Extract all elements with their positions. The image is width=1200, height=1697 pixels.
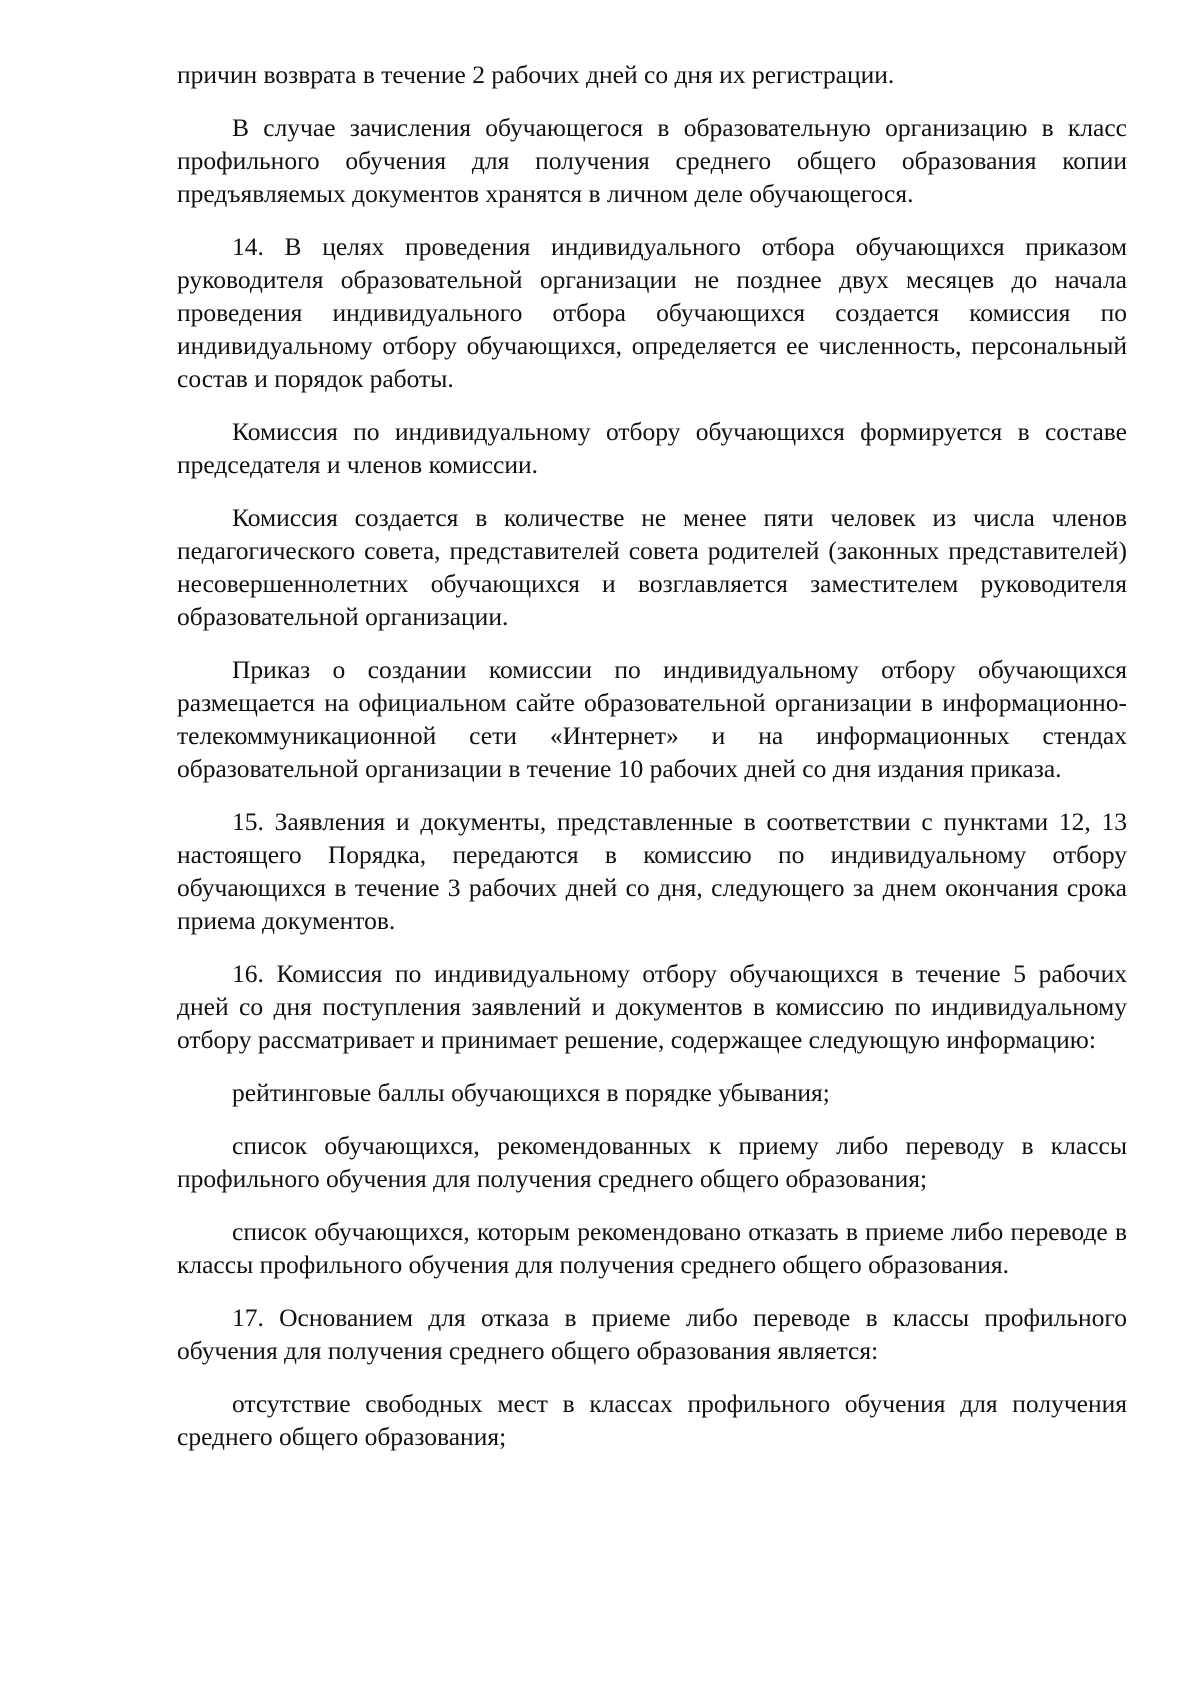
list-item-recommended: список обучающихся, рекомендованных к приему либо переводу в классы профильного обучения для получения среднего общего образования; [177, 1131, 1127, 1193]
list-item-rating-scores: рейтинговые баллы обучающихся в порядке убывания; [232, 1078, 830, 1107]
paragraph-enrollment-copies: В случае зачисления обучающегося в образовательную организацию в класс профильного обучения для получения среднего общего образования копии предъявляемых документов хранятся в личном деле обучающегося. [177, 113, 1127, 208]
list-item-rejected: список обучающихся, которым рекомендовано отказать в приеме либо переводе в классы профильного обучения для получения среднего общего образования. [177, 1217, 1127, 1279]
document-body [177, 58, 1127, 1473]
paragraph-item-14: 14. В целях проведения индивидуального отбора обучающихся приказом руководителя образовательной организации не позднее двух месяцев до начала проведения индивидуального отбора обучающихся создается комиссия по индивидуальному отбору обучающихся, определяется ее численность, персональный состав и порядок работы. [177, 232, 1127, 393]
paragraph-commission-members: Комиссия создается в количестве не менее пяти человек из числа членов педагогического совета, представителей совета родителей (законных представителей) несовершеннолетних обучающихся и возглавляется заместителем руководителя образовательной организации. [177, 503, 1127, 631]
paragraph-return-reasons: причин возврата в течение 2 рабочих дней со дня их регистрации. [177, 60, 895, 89]
list-item-no-vacancies: отсутствие свободных мест в классах профильного обучения для получения среднего общего образования; [177, 1389, 1127, 1451]
paragraph-item-15: 15. Заявления и документы, представленные в соответствии с пунктами 12, 13 настоящего Порядка, передаются в комиссию по индивидуальному отбору обучающихся в течение 3 рабочих дней со дня, следующего за днем окончания срока приема документов. [177, 807, 1127, 935]
paragraph-commission-composition: Комиссия по индивидуальному отбору обучающихся формируется в составе председателя и членов комиссии. [177, 417, 1127, 479]
paragraph-item-17: 17. Основанием для отказа в приеме либо переводе в классы профильного обучения для получения среднего общего образования является: [177, 1303, 1127, 1365]
paragraph-order-publication: Приказ о создании комиссии по индивидуальному отбору обучающихся размещается на официальном сайте образовательной организации в информационно-телекоммуникационной сети «Интернет» и на информационных стендах образовательной организации в течение 10 рабочих дней со дня издания приказа. [177, 655, 1127, 783]
paragraph-item-16: 16. Комиссия по индивидуальному отбору обучающихся в течение 5 рабочих дней со дня поступления заявлений и документов в комиссию по индивидуальному отбору рассматривает и принимает решение, содержащее следующую информацию: [177, 959, 1127, 1054]
